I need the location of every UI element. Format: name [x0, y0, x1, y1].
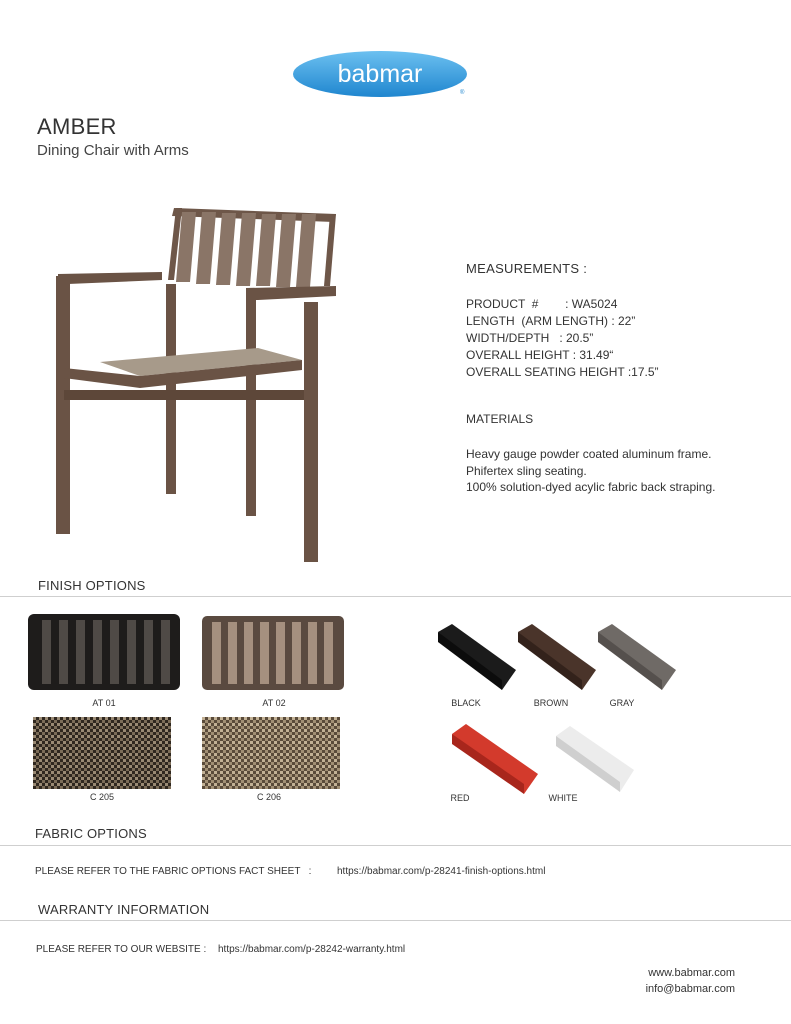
swatch-c206[interactable]	[202, 717, 340, 789]
chair-image	[44, 200, 344, 570]
footer-website[interactable]: www.babmar.com	[648, 967, 735, 979]
divider	[0, 596, 791, 597]
fabric-options-heading: FABRIC OPTIONS	[35, 826, 147, 841]
measurement-length: LENGTH (ARM LENGTH) : 22”	[466, 314, 636, 328]
measurement-product: PRODUCT # : WA5024	[466, 297, 618, 311]
color-swatch-red[interactable]	[446, 716, 546, 798]
swatch-label-at01: AT 01	[92, 698, 116, 708]
color-label-gray: GRAY	[609, 698, 635, 708]
product-subtitle: Dining Chair with Arms	[37, 142, 189, 159]
material-back: 100% solution-dyed acylic fabric back straping.	[466, 480, 716, 494]
fabric-options-text: PLEASE REFER TO THE FABRIC OPTIONS FACT SHEET :	[35, 866, 312, 877]
color-swatch-gray[interactable]	[592, 618, 682, 696]
measurements-heading: MEASUREMENTS :	[466, 261, 588, 276]
warranty-text: PLEASE REFER TO OUR WEBSITE :	[36, 944, 207, 955]
swatch-label-at02: AT 02	[262, 698, 286, 708]
swatch-at01[interactable]	[26, 612, 182, 692]
material-seating: Phifertex sling seating.	[466, 463, 587, 478]
measurement-width: WIDTH/DEPTH : 20.5”	[466, 331, 594, 345]
babmar-logo	[292, 50, 470, 98]
color-swatch-white[interactable]	[550, 722, 640, 798]
product-name: AMBER	[37, 114, 117, 139]
divider	[0, 920, 791, 921]
warranty-heading: WARRANTY INFORMATION	[38, 902, 210, 917]
swatch-label-c205: C 205	[89, 792, 115, 802]
materials-heading: MATERIALS	[466, 412, 534, 426]
color-label-red: RED	[450, 793, 470, 803]
materials-list	[466, 446, 715, 496]
color-label-white: WHITE	[548, 793, 578, 803]
fabric-options-link[interactable]: https://babmar.com/p-28241-finish-options.html	[337, 866, 546, 877]
swatch-label-c206: C 206	[256, 792, 282, 802]
swatch-at02[interactable]	[200, 614, 346, 692]
measurement-seat-height: OVERALL SEATING HEIGHT :17.5”	[466, 365, 659, 379]
color-label-black: BLACK	[451, 698, 481, 708]
material-frame: Heavy gauge powder coated aluminum frame.	[466, 447, 712, 461]
footer-email[interactable]: info@babmar.com	[645, 983, 735, 995]
measurements-list	[466, 296, 659, 381]
finish-options-heading: FINISH OPTIONS	[38, 578, 146, 593]
measurement-height: OVERALL HEIGHT : 31.49“	[466, 348, 614, 362]
warranty-link[interactable]: https://babmar.com/p-28242-warranty.html	[218, 944, 406, 955]
color-swatch-brown[interactable]	[512, 618, 602, 696]
swatch-c205[interactable]	[33, 717, 171, 789]
color-swatch-black[interactable]	[432, 618, 522, 696]
registered-mark: ®	[460, 90, 465, 96]
color-label-brown: BROWN	[533, 698, 569, 708]
logo-text: babmar	[337, 60, 423, 88]
divider	[0, 845, 791, 846]
